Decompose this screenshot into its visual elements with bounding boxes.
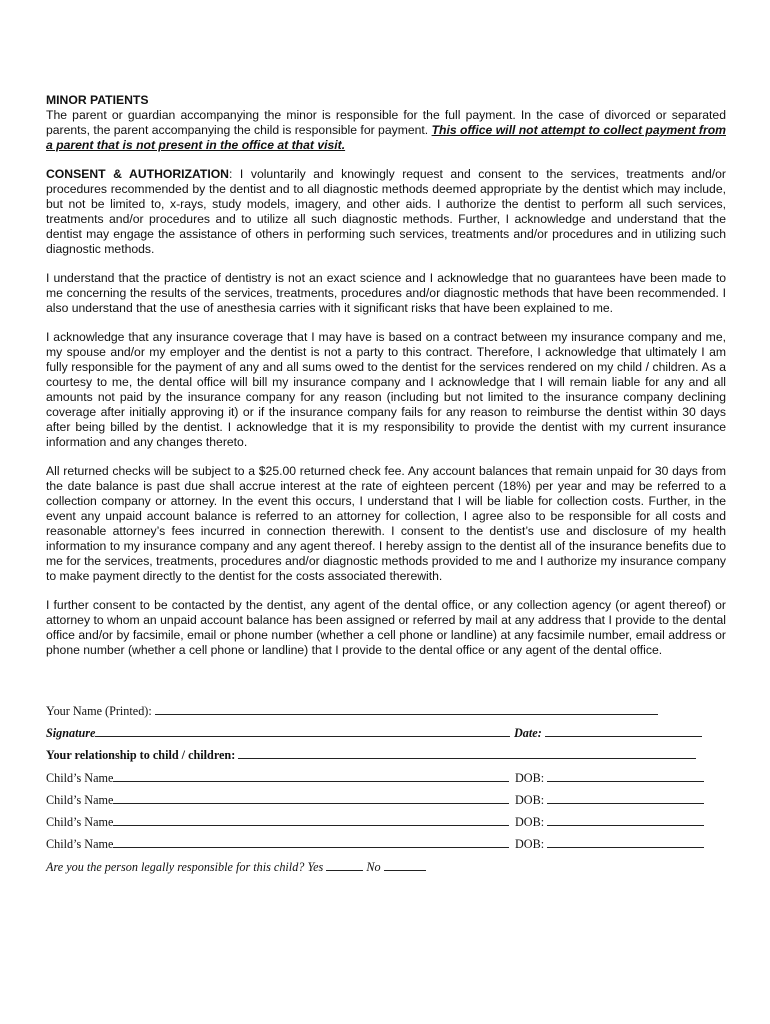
child-name-field[interactable] (113, 769, 509, 782)
relationship-label: Your relationship to child / children: (46, 748, 236, 762)
yes-label: Yes (307, 860, 324, 874)
your-name-row (46, 702, 658, 718)
child-row (46, 835, 726, 851)
yes-field[interactable] (326, 858, 363, 871)
insurance-paragraph: I acknowledge that any insurance coverage that I may have is based on a contract between my insurance company and me, my spouse and/or my employer and the dentist is not a party to this contract. Therefore, I acknowledge that ultimately I am fully responsible for the payment of any and all sums owed to the dentist for the services rendered on my child / children. As a courtesy to me, the dental office will bill my insurance company and I acknowledge that I will remain liable for any and all amounts not paid by the insurance company for any reason (including but not limited to the insurance company declining coverage after initially approving it) or if the insurance company fails for any reason to reimburse the dentist within 30 days after being billed by the dentist. I acknowledge that it is my responsibility to provide the dentist with my current insurance information and any changes thereto. (46, 330, 726, 449)
signature-field[interactable] (95, 724, 510, 737)
child-name-field[interactable] (113, 813, 509, 826)
child-name-field[interactable] (113, 791, 509, 804)
contact-consent-paragraph: I further consent to be contacted by the dentist, any agent of the dental office, or any collection agency (or agent thereof) or attorney to whom an unpaid account balance has been assigned or referred by mail at any address that I provide to the dental office and/or by facsimile, email or phone number (whether a cell phone or landline) at any facsimile number, email address or phone number (whether a cell phone or landline) that I provide to the dental office or any agent of the dental office. (46, 598, 726, 657)
relationship-row (46, 746, 696, 762)
returned-checks-paragraph: All returned checks will be subject to a $25.00 returned check fee. Any account balances that remain unpaid for 30 days from the date balance is past due shall accrue interest at the rate of eighteen percent (18%) per year and may be referred to a collection company or attorney. In the event this occurs, I understand that I will be liable for collection costs. Further, in the event any unpaid account balance is referred to an attorney for collection, I agree also to be responsible for all costs and reasonable attorney’s fees incurred in connection therewith. I consent to the dentist’s use and disclosure of my health information to my insurance company and any agent thereof. I hereby assign to the dentist all of the insurance benefits due to me for the services, treatments, procedures and/or diagnostic methods provided to me and I authorize my insurance company to make payment directly to the dentist for the costs associated therewith. (46, 464, 726, 583)
child-name-label: Child’s Name (46, 837, 114, 851)
relationship-field[interactable] (238, 746, 696, 759)
child-dob-field[interactable] (547, 813, 704, 826)
minor-patients-text: The parent or guardian accompanying the minor is responsible for the full payment. In the case of divorced or separated parents, the parent accompanying the child is responsible for payment. (46, 108, 726, 137)
consent-paragraph (46, 167, 726, 257)
child-row (46, 791, 726, 807)
child-name-field[interactable] (113, 835, 509, 848)
signature-row (46, 724, 726, 740)
child-dob-field[interactable] (547, 769, 704, 782)
child-dob-field[interactable] (547, 835, 704, 848)
minor-patients-heading: MINOR PATIENTS (46, 93, 149, 107)
child-dob-label: DOB: (515, 771, 545, 785)
child-name-label: Child’s Name (46, 793, 114, 807)
your-name-field[interactable] (155, 702, 658, 715)
consent-text: : I voluntarily and knowingly request and consent to the services, treatments and/or procedures recommended by the dentist and to all diagnostic methods deemed appropriate by the dentist which may include, but not be limited to, x-rays, study models, imagery, and other aids. I authorize the dentist to perform all such services, treatments and/or procedures and to utilize all such diagnostic methods. Further, I acknowledge and understand that the dentist may engage the assistance of others in performing such services, treatments and/or procedures and in utilizing such diagnostic methods. (46, 167, 726, 256)
minor-patients-paragraph (46, 108, 726, 153)
signature-label: Signature (46, 726, 96, 740)
child-row (46, 769, 726, 785)
no-field[interactable] (384, 858, 426, 871)
minor-patients-emphasis: This office will not attempt to collect payment from a parent that is not present in the office at that visit. (46, 123, 726, 152)
consent-document (46, 93, 726, 672)
child-row (46, 813, 726, 829)
date-field[interactable] (545, 724, 702, 737)
child-name-label: Child’s Name (46, 815, 114, 829)
child-name-label: Child’s Name (46, 771, 114, 785)
child-dob-label: DOB: (515, 815, 545, 829)
your-name-label: Your Name (Printed): (46, 704, 152, 718)
child-dob-label: DOB: (515, 793, 545, 807)
legal-question-label: Are you the person legally responsible for this child? (46, 860, 305, 874)
no-label: No (366, 860, 381, 874)
date-label: Date: (514, 726, 542, 740)
child-dob-label: DOB: (515, 837, 545, 851)
child-dob-field[interactable] (547, 791, 704, 804)
consent-heading: CONSENT & AUTHORIZATION (46, 167, 229, 181)
dentistry-guarantee-paragraph: I understand that the practice of dentistry is not an exact science and I acknowledge that no guarantees have been made to me concerning the results of the services, treatments, procedures and/or diagnostic methods that have been recommended. I also understand that the use of anesthesia carries with it significant risks that have been explained to me. (46, 271, 726, 315)
legal-responsibility-row (46, 858, 426, 874)
